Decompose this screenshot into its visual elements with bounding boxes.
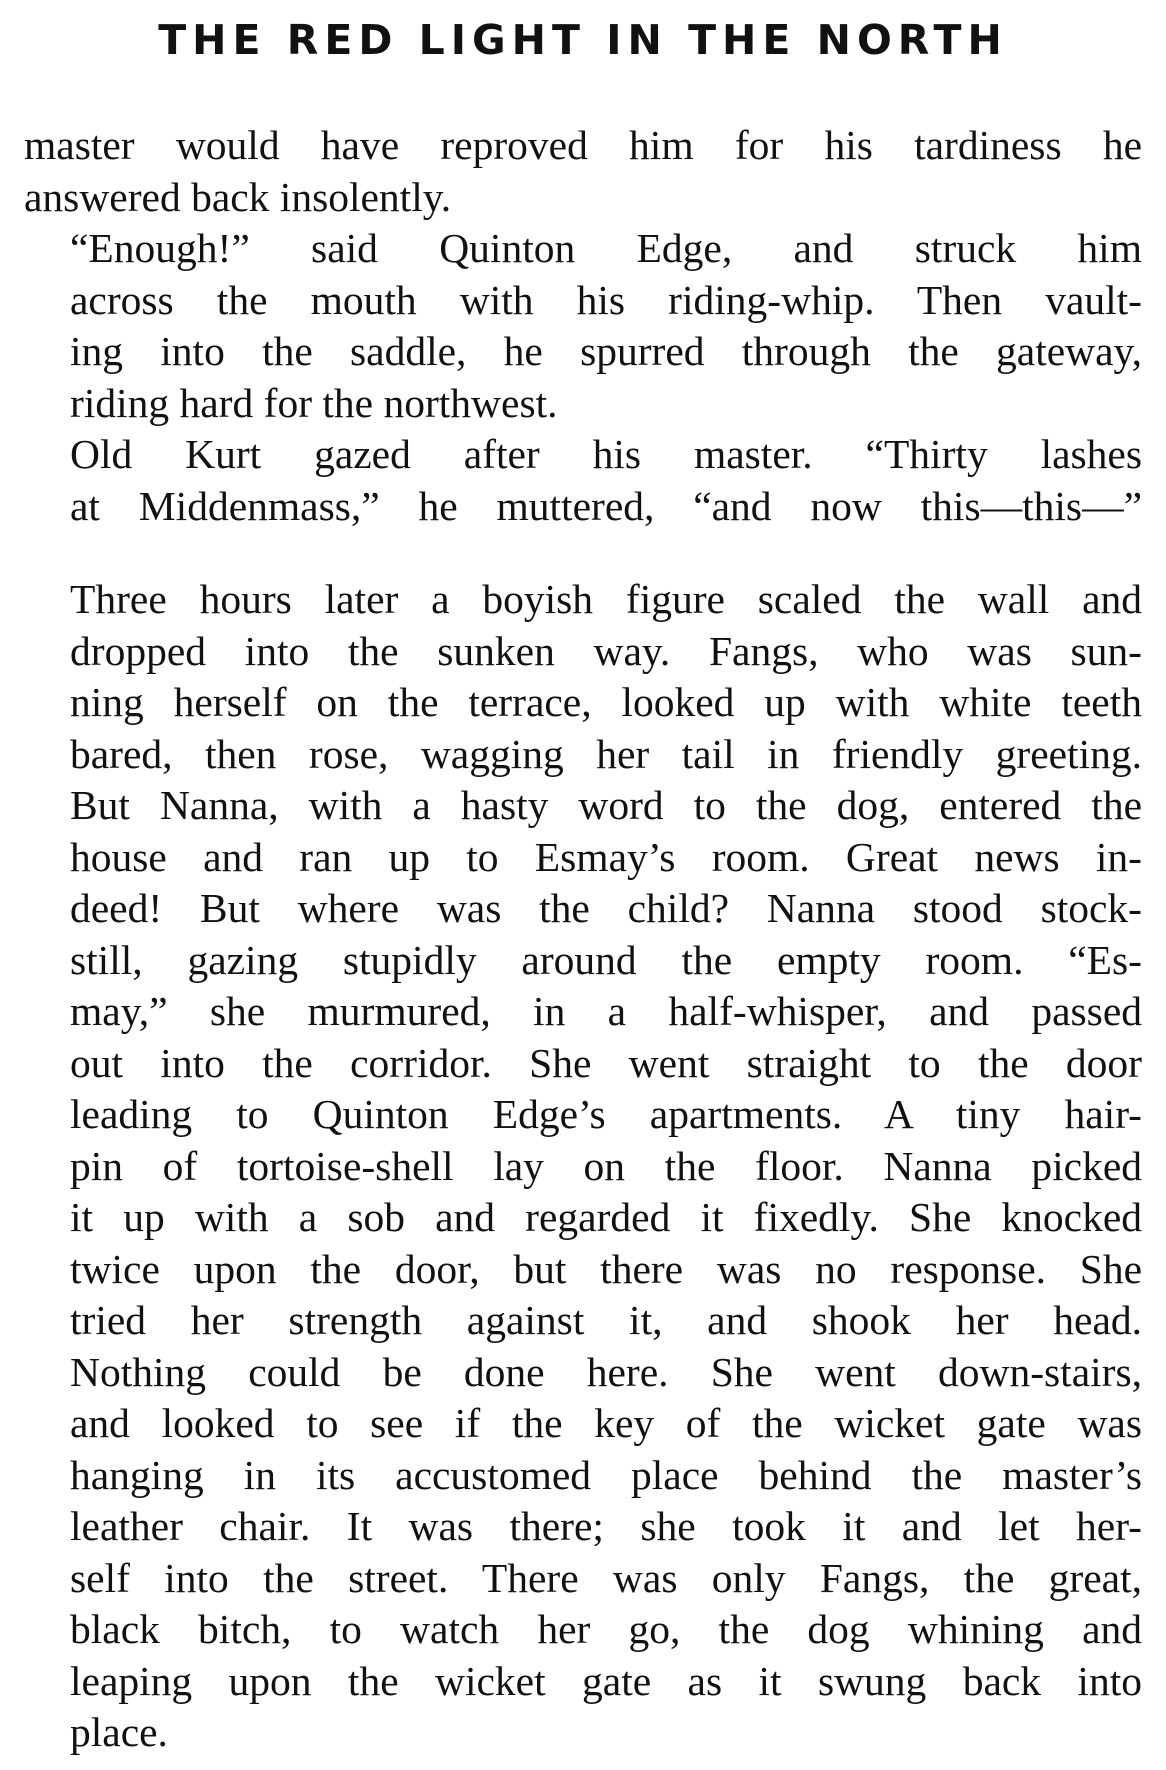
text-line: and looked to see if the key of the wicket gate was bbox=[70, 1400, 1142, 1446]
text-line: at Middenmass,” he muttered, “and now this—this—” bbox=[70, 482, 1142, 529]
paragraph-3 bbox=[24, 429, 1142, 532]
text-line: Old Kurt gazed after his master. “Thirty lashes bbox=[70, 431, 1142, 477]
text-line: leading to Quinton Edge’s apartments. A tiny hair- bbox=[70, 1091, 1142, 1137]
text-line: self into the street. There was only Fangs, the great, bbox=[70, 1554, 1142, 1601]
text-line: still, gazing stupidly around the empty room. “Es- bbox=[70, 936, 1142, 983]
text-line: leaping upon the wicket gate as it swung back into bbox=[70, 1657, 1142, 1704]
paragraph-1 bbox=[24, 120, 1142, 223]
text-line: black bitch, to watch her go, the dog whining and bbox=[70, 1606, 1142, 1652]
text-line: may,” she murmured, in a half-whisper, and passed bbox=[70, 988, 1142, 1034]
text-line: it up with a sob and regarded it fixedly. She knocked bbox=[70, 1194, 1142, 1240]
text-line: pin of tortoise-shell lay on the floor. Nanna picked bbox=[70, 1142, 1142, 1189]
text-line: house and ran up to Esmay’s room. Great news in- bbox=[70, 833, 1142, 880]
text-line: Nothing could be done here. She went down-stairs, bbox=[70, 1348, 1142, 1395]
text-line: ning herself on the terrace, looked up with white teeth bbox=[70, 679, 1142, 725]
text-line: hanging in its accustomed place behind the master’s bbox=[70, 1451, 1142, 1498]
text-line: across the mouth with his riding-whip. Then vault- bbox=[70, 276, 1142, 323]
text-line: ing into the saddle, he spurred through the gateway, bbox=[70, 328, 1142, 374]
text-line: leather chair. It was there; she took it and let her- bbox=[70, 1503, 1142, 1549]
text-line: Three hours later a boyish figure scaled the wall and bbox=[70, 576, 1142, 622]
text-line: deed! But where was the child? Nanna stood stock- bbox=[70, 885, 1142, 931]
text-line: bared, then rose, wagging her tail in friendly greeting. bbox=[70, 730, 1142, 777]
text-line: out into the corridor. She went straight to the door bbox=[70, 1039, 1142, 1086]
text-line: “Enough!” said Quinton Edge, and struck him bbox=[70, 225, 1142, 271]
running-head: THE RED LIGHT IN THE NORTH bbox=[158, 16, 1008, 64]
text-line: riding hard for the northwest. bbox=[70, 379, 558, 426]
paragraph-2 bbox=[24, 223, 1142, 429]
text-line: twice upon the door, but there was no response. She bbox=[70, 1245, 1142, 1292]
text-line: answered back insolently. bbox=[24, 173, 452, 220]
text-line: master would have reproved him for his tardiness he bbox=[24, 122, 1142, 168]
text-line: dropped into the sunken way. Fangs, who was sun- bbox=[70, 627, 1142, 674]
paragraph-4 bbox=[24, 574, 1142, 1759]
text-line: But Nanna, with a hasty word to the dog, entered the bbox=[70, 782, 1142, 828]
text-line: tried her strength against it, and shook her head. bbox=[70, 1297, 1142, 1343]
text-line: place. bbox=[70, 1709, 168, 1755]
book-page bbox=[24, 0, 1142, 1770]
